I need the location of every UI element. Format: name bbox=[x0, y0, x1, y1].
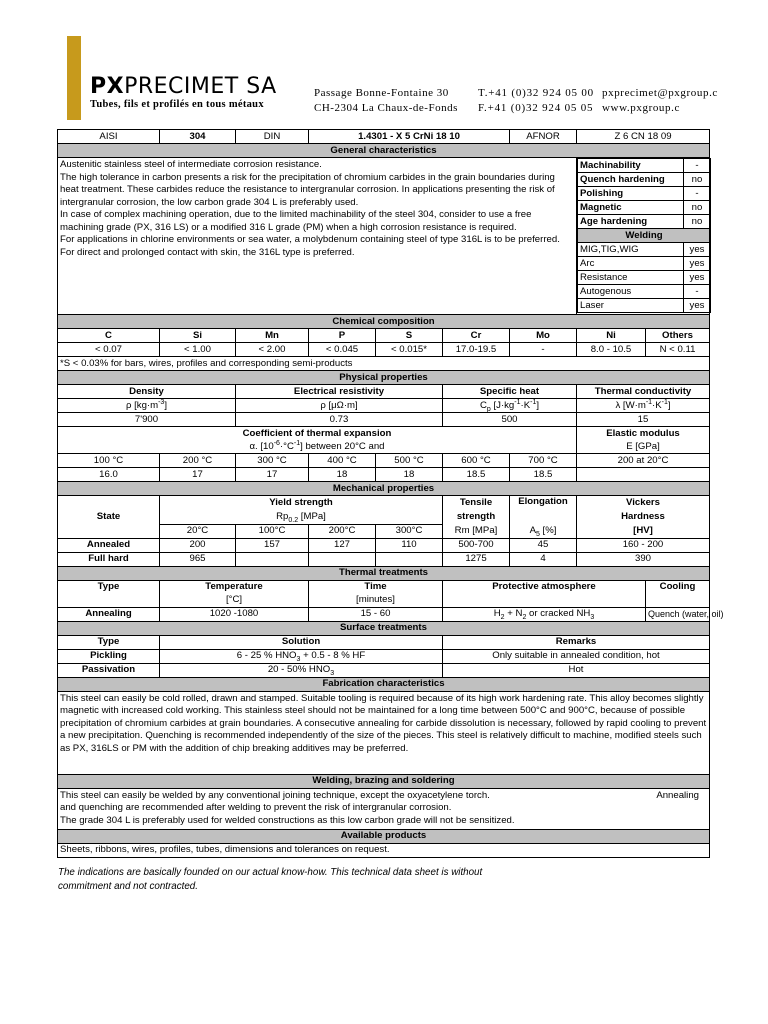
yield-value: 157 bbox=[236, 538, 309, 552]
temperature-unit: [°C] bbox=[160, 594, 309, 608]
property-label: Machinability bbox=[578, 159, 684, 173]
section-products-title: Available products bbox=[58, 829, 710, 843]
expansion-unit: α. $[10^{-6}\cdot^\circ C^{-1}]$ between 20°C and bbox=[58, 440, 577, 454]
yield-value: 110 bbox=[376, 538, 443, 552]
specific-heat-unit: $C_p$ $[J\cdot kg^{-1}\cdot K^{-1}]$ bbox=[443, 399, 577, 413]
property-value: - bbox=[684, 159, 711, 173]
expansion-label: Coefficient of thermal expansion bbox=[58, 427, 577, 441]
thermal-type: Annealing bbox=[58, 607, 160, 621]
chem-header: Cr bbox=[443, 329, 510, 343]
density-value: 7'900 bbox=[58, 413, 236, 427]
yield-label: Yield strength bbox=[160, 496, 443, 510]
general-paragraph: Austenitic stainless steel of intermediate corrosion resistance. bbox=[60, 159, 322, 170]
letterhead bbox=[0, 0, 768, 128]
phone-number: T.+41 (0)32 924 05 00 bbox=[478, 87, 594, 99]
expansion-unit-row bbox=[58, 440, 710, 454]
products-text: Sheets, ribbons, wires, profiles, tubes, dimensions and tolerances on request. bbox=[58, 843, 710, 857]
chem-header: S bbox=[376, 329, 443, 343]
section-thermal-title: Thermal treatments bbox=[58, 566, 710, 580]
chem-value: 8.0 - 10.5 bbox=[577, 343, 646, 357]
surface-solution-label: Solution bbox=[160, 635, 443, 649]
email-link[interactable]: pxprecimet@pxgroup.c bbox=[602, 87, 718, 99]
welding-text bbox=[58, 788, 710, 829]
surface-type-label: Type bbox=[58, 635, 160, 649]
elastic-temp: 200 at 20°C bbox=[577, 454, 710, 468]
thermal-time: 15 - 60 bbox=[309, 607, 443, 621]
chem-header: Mo bbox=[510, 329, 577, 343]
resistivity-unit: ρ [μΩ·m] bbox=[236, 399, 443, 413]
property-row bbox=[578, 201, 711, 215]
welding-row bbox=[578, 271, 711, 285]
yield-temp: 100°C bbox=[236, 524, 309, 538]
disclaimer-line-2: commitment and not contracted. bbox=[58, 881, 198, 892]
phys-value-row bbox=[58, 413, 710, 427]
mech-header-row bbox=[58, 496, 710, 510]
general-paragraph: In case of complex machining operation, due to the limited machinability of the steel 304, consider to use a free machining grade (PX, 316 LS) or a modified 316 L grade (PM) when a high corrosion resistance is required. bbox=[60, 209, 532, 233]
surface-remark: Only suitable in annealed condition, hot bbox=[443, 649, 710, 663]
section-mechanical-title: Mechanical properties bbox=[58, 482, 710, 496]
time-unit: [minutes] bbox=[309, 594, 443, 608]
resistivity-value: 0.73 bbox=[236, 413, 443, 427]
cooling-label: Cooling bbox=[646, 580, 710, 594]
tensile-unit: Rm [MPa] bbox=[443, 524, 510, 538]
fabrication-text: This steel can easily be cold rolled, drawn and stamped. Suitable tooling is required because of its high work hardening rate. This alloy becomes slightly magnetic with increased cold working. This stainless steel should not be maintained for a long time between 500°C and 900°C, because of possible precipitation of chromium carbides at grain boundaries. A consecutive annealing for carbide dissolution is necessary, followed by rapid cooling to prevent a new precipitation. Quenching is recommended independently of the size of the pieces. This steel is relatively difficult to machine, modified steels such as PX, 316LS or PM with the addition of chip breaking additives may be preferred. bbox=[58, 691, 710, 774]
state-label: State bbox=[58, 496, 160, 539]
yield-value bbox=[309, 552, 376, 566]
welding-label: MIG,TIG,WIG bbox=[578, 243, 684, 257]
welding-value: yes bbox=[684, 243, 711, 257]
hardness-value: 160 - 200 bbox=[577, 538, 710, 552]
aisi-label: AISI bbox=[58, 130, 160, 144]
thermal-annealing-row bbox=[58, 607, 710, 621]
surface-row bbox=[58, 649, 710, 663]
atmosphere-unit-blank bbox=[443, 594, 646, 608]
yield-temp: 300°C bbox=[376, 524, 443, 538]
temperature-label: Temperature bbox=[160, 580, 309, 594]
thermal-unit-row bbox=[58, 594, 710, 608]
yield-value bbox=[376, 552, 443, 566]
expansion-value: 18.5 bbox=[443, 468, 510, 482]
surface-solution: 6 - 25 % $HNO_3 + 0.5 - 8$ % HF bbox=[160, 649, 443, 663]
expansion-temp: 600 °C bbox=[443, 454, 510, 468]
chem-value: < 0.015* bbox=[376, 343, 443, 357]
expansion-value: 18 bbox=[376, 468, 443, 482]
welding-value: yes bbox=[684, 271, 711, 285]
expansion-value: 18 bbox=[309, 468, 376, 482]
welding-line-3: The grade 304 L is preferably used for welded constructions as this low carbon grade will not be sensitized. bbox=[60, 814, 515, 826]
mech-state: Full hard bbox=[58, 552, 160, 566]
resistivity-label: Electrical resistivity bbox=[236, 385, 443, 399]
expansion-value: 18.5 bbox=[510, 468, 577, 482]
phys-unit-row bbox=[58, 399, 710, 413]
surface-remark: Hot bbox=[443, 663, 710, 677]
yield-value: 127 bbox=[309, 538, 376, 552]
yield-temp: 20°C bbox=[160, 524, 236, 538]
tensile-value: 1275 bbox=[443, 552, 510, 566]
surface-type: Pickling bbox=[58, 649, 160, 663]
section-chemical-title: Chemical composition bbox=[58, 315, 710, 329]
address-line-1: Passage Bonne-Fontaine 30 bbox=[314, 87, 449, 99]
property-value: no bbox=[684, 215, 711, 229]
fax-number: F.+41 (0)32 924 05 05 bbox=[478, 102, 594, 114]
cooling-unit-blank bbox=[646, 594, 710, 608]
expansion-temp: 100 °C bbox=[58, 454, 160, 468]
company-address bbox=[314, 86, 458, 116]
elastic-value bbox=[577, 468, 710, 482]
properties-table bbox=[577, 158, 711, 313]
section-welding-title: Welding, brazing and soldering bbox=[58, 774, 710, 788]
expansion-value: 17 bbox=[236, 468, 309, 482]
elongation-label: Elongation bbox=[510, 496, 577, 525]
chem-value: < 1.00 bbox=[160, 343, 236, 357]
tensile-label: Tensile strength bbox=[443, 496, 510, 525]
expansion-temp: 400 °C bbox=[309, 454, 376, 468]
expansion-temp: 300 °C bbox=[236, 454, 309, 468]
expansion-temp: 200 °C bbox=[160, 454, 236, 468]
welding-subtitle: Welding bbox=[578, 229, 711, 243]
disclaimer bbox=[58, 866, 482, 894]
logo-name: PRECIMET SA bbox=[124, 74, 277, 99]
welding-label: Resistance bbox=[578, 271, 684, 285]
section-fabrication-title: Fabrication characteristics bbox=[58, 677, 710, 691]
chem-value-row bbox=[58, 343, 710, 357]
elastic-unit: E [GPa] bbox=[577, 440, 710, 454]
property-row bbox=[578, 187, 711, 201]
welding-value: yes bbox=[684, 299, 711, 313]
property-label: Polishing bbox=[578, 187, 684, 201]
thermal-cooling: Quench (water, oil) bbox=[646, 607, 710, 621]
property-row bbox=[578, 173, 711, 187]
property-value: no bbox=[684, 173, 711, 187]
mech-row-annealed bbox=[58, 538, 710, 552]
elongation-unit: $A_5$ [%] bbox=[510, 524, 577, 538]
welding-label: Autogenous bbox=[578, 285, 684, 299]
yield-unit: $Rp_{0.2}$ [MPa] bbox=[160, 510, 443, 524]
hardness-value: 390 bbox=[577, 552, 710, 566]
expansion-value: 16.0 bbox=[58, 468, 160, 482]
tensile-value: 500-700 bbox=[443, 538, 510, 552]
chem-header: Mn bbox=[236, 329, 309, 343]
expansion-temp: 700 °C bbox=[510, 454, 577, 468]
yield-value: 200 bbox=[160, 538, 236, 552]
conductivity-label: Thermal conductivity bbox=[577, 385, 710, 399]
ident-row bbox=[58, 130, 710, 144]
address-line-2: CH-2304 La Chaux-de-Fonds bbox=[314, 102, 458, 114]
property-label: Quench hardening bbox=[578, 173, 684, 187]
din-label: DIN bbox=[236, 130, 309, 144]
property-label: Age hardening bbox=[578, 215, 684, 229]
chem-header: Others bbox=[646, 329, 710, 343]
property-value: no bbox=[684, 201, 711, 215]
section-surface-title: Surface treatments bbox=[58, 621, 710, 635]
chem-footnote: *S < 0.03% for bars, wires, profiles and corresponding semi-products bbox=[58, 357, 710, 371]
company-logo bbox=[90, 74, 277, 99]
conductivity-unit: λ $[W\cdot m^{-1}\cdot K^{-1}]$ bbox=[577, 399, 710, 413]
surface-header-row bbox=[58, 635, 710, 649]
surface-row bbox=[58, 663, 710, 677]
chem-value: < 0.07 bbox=[58, 343, 160, 357]
vickers-label: Vickers bbox=[577, 496, 710, 510]
thermal-header-row bbox=[58, 580, 710, 594]
conductivity-value: 15 bbox=[577, 413, 710, 427]
welding-row bbox=[578, 299, 711, 313]
surface-remarks-label: Remarks bbox=[443, 635, 710, 649]
welding-row bbox=[578, 285, 711, 299]
mech-row-full-hard bbox=[58, 552, 710, 566]
welding-label: Arc bbox=[578, 257, 684, 271]
property-row bbox=[578, 215, 711, 229]
time-label: Time bbox=[309, 580, 443, 594]
thermal-atmosphere: $H_2 + N_2$ or cracked $NH_3$ bbox=[443, 607, 646, 621]
general-paragraph: The high tolerance in carbon presents a risk for the precipitation of chromium carbides in the grain boundaries during heat treatment. These carbides reduce the resistance to intergranular corrosion. In applications presenting the risk of intergranular corrosion, the low carbon grade 304 L is preferably used. bbox=[60, 171, 555, 208]
vickers-label-2: Hardness bbox=[577, 510, 710, 524]
chem-value: 17.0-19.5 bbox=[443, 343, 510, 357]
chem-header-row bbox=[58, 329, 710, 343]
specific-heat-label: Specific heat bbox=[443, 385, 577, 399]
general-row bbox=[58, 158, 710, 315]
logo-px: PX bbox=[90, 74, 125, 99]
thermal-type-blank bbox=[58, 594, 160, 608]
aisi-value: 304 bbox=[160, 130, 236, 144]
surface-solution: 20 - 50% $HNO_3$ bbox=[160, 663, 443, 677]
expansion-temp-row bbox=[58, 454, 710, 468]
afnor-value: Z 6 CN 18 09 bbox=[577, 130, 710, 144]
chem-header: P bbox=[309, 329, 376, 343]
welding-line-2: and quenching are recommended after welding to prevent the risk of intergranular corrosion. bbox=[60, 802, 452, 813]
general-paragraph: For direct and prolonged contact with skin, the 316L type is preferred. bbox=[60, 246, 355, 258]
expansion-temp: 500 °C bbox=[376, 454, 443, 468]
property-label: Magnetic bbox=[578, 201, 684, 215]
brand-bar bbox=[67, 36, 81, 120]
din-value: 1.4301 - X 5 CrNi 18 10 bbox=[309, 130, 510, 144]
chem-value: - bbox=[510, 343, 577, 357]
chem-value: N < 0.11 bbox=[646, 343, 710, 357]
surface-type: Passivation bbox=[58, 663, 160, 677]
section-general-title: General characteristics bbox=[58, 144, 710, 158]
atmosphere-label: Protective atmosphere bbox=[443, 580, 646, 594]
yield-value bbox=[236, 552, 309, 566]
chem-value: < 0.045 bbox=[309, 343, 376, 357]
yield-value: 965 bbox=[160, 552, 236, 566]
welding-value: yes bbox=[684, 257, 711, 271]
company-phones bbox=[478, 86, 594, 116]
property-value: - bbox=[684, 187, 711, 201]
welding-row bbox=[578, 257, 711, 271]
chem-header: Si bbox=[160, 329, 236, 343]
expansion-value: 17 bbox=[160, 468, 236, 482]
phys-label-row bbox=[58, 385, 710, 399]
company-tagline: Tubes, fils et profilés en tous métaux bbox=[90, 99, 264, 110]
expansion-label-row bbox=[58, 427, 710, 441]
elongation-value: 45 bbox=[510, 538, 577, 552]
welding-label: Laser bbox=[578, 299, 684, 313]
density-label: Density bbox=[58, 385, 236, 399]
vickers-unit: [HV] bbox=[577, 524, 710, 538]
mech-state: Annealed bbox=[58, 538, 160, 552]
disclaimer-line-1: The indications are basically founded on our actual know-how. This technical data sheet is without bbox=[58, 867, 483, 878]
website-link[interactable]: www.pxgroup.c bbox=[602, 102, 680, 114]
afnor-label: AFNOR bbox=[510, 130, 577, 144]
welding-value: - bbox=[684, 285, 711, 299]
chem-value: < 2.00 bbox=[236, 343, 309, 357]
elastic-label: Elastic modulus bbox=[577, 427, 710, 441]
company-contact bbox=[602, 86, 718, 116]
specific-heat-value: 500 bbox=[443, 413, 577, 427]
general-paragraph: For applications in chlorine environments or sea water, a molybdenum containing steel of type 316L is to be preferred. bbox=[60, 234, 560, 245]
expansion-value-row bbox=[58, 468, 710, 482]
chem-header: Ni bbox=[577, 329, 646, 343]
data-sheet-table bbox=[57, 129, 724, 858]
general-description bbox=[58, 158, 577, 315]
elongation-value: 4 bbox=[510, 552, 577, 566]
thermal-temperature: 1020 -1080 bbox=[160, 607, 309, 621]
welding-row bbox=[578, 243, 711, 257]
welding-line-1: This steel can easily be welded by any conventional joining technique, except the oxyacetylene torch. Annealing bbox=[60, 789, 699, 801]
section-physical-title: Physical properties bbox=[58, 371, 710, 385]
chem-header: C bbox=[58, 329, 160, 343]
general-properties-panel bbox=[577, 158, 710, 315]
density-unit: ρ $[kg\cdot m^{-3}]$ bbox=[58, 399, 236, 413]
yield-temp: 200°C bbox=[309, 524, 376, 538]
thermal-type-label: Type bbox=[58, 580, 160, 594]
property-row bbox=[578, 159, 711, 173]
